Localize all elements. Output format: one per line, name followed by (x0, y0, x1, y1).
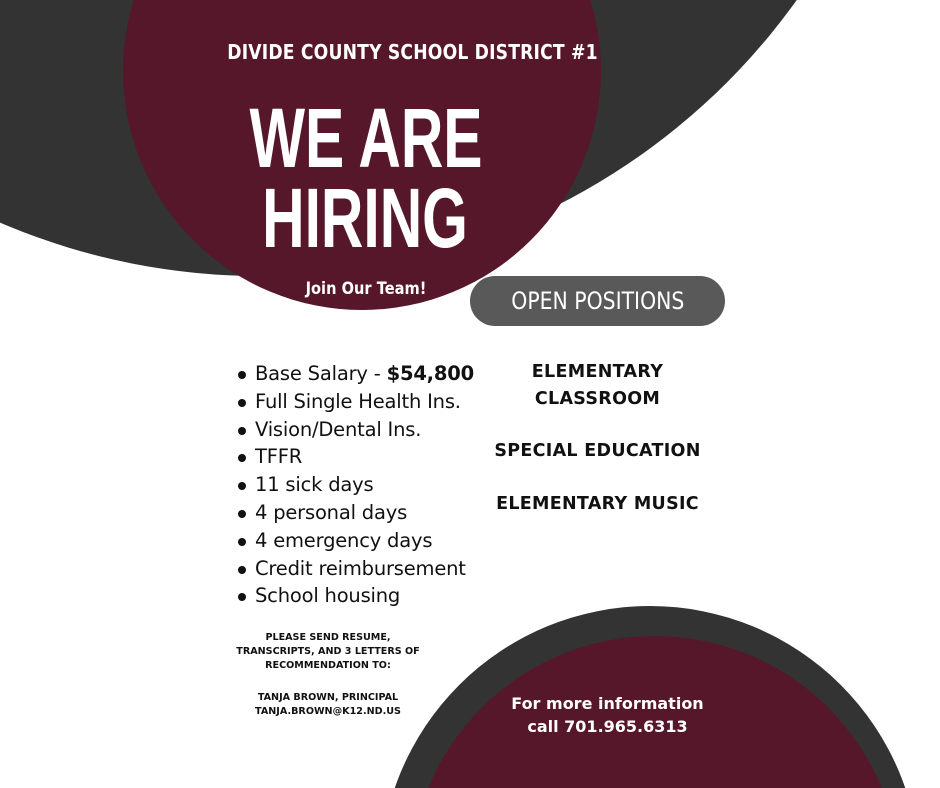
benefit-item (234, 527, 474, 555)
district-name: DIVIDE COUNTY SCHOOL DISTRICT #1 (227, 40, 598, 64)
benefit-item (234, 443, 474, 471)
position-line: ELEMENTARY MUSIC (496, 494, 699, 514)
benefit-text: TFFR (255, 445, 303, 469)
instructions-line: RECOMMENDATION TO: (265, 660, 391, 671)
contact-block (218, 691, 438, 719)
contact-email: TANJA.BROWN@K12.ND.US (255, 706, 401, 717)
position-line: ELEMENTARY (531, 362, 664, 382)
info-line: For more information (511, 694, 704, 713)
benefit-text: Credit reimbursement (255, 556, 466, 580)
benefit-item (234, 555, 474, 583)
salary-label: Base Salary - (255, 362, 387, 385)
more-info (490, 692, 725, 738)
benefit-item (234, 416, 474, 444)
headline (249, 91, 483, 265)
benefit-item-salary (234, 360, 474, 388)
open-positions-badge (470, 276, 725, 326)
headline-line-1: WE ARE (249, 91, 483, 185)
benefit-text: Full Single Health Ins. (255, 389, 461, 413)
benefits-list (234, 360, 474, 610)
instructions-line: PLEASE SEND RESUME, (265, 632, 391, 643)
open-positions-label: OPEN POSITIONS (510, 287, 685, 315)
position-special-education (470, 438, 725, 465)
benefit-item (234, 499, 474, 527)
benefit-item (234, 582, 474, 610)
application-instructions (218, 631, 438, 673)
phone-number: call 701.965.6313 (527, 717, 688, 736)
benefit-text: 4 emergency days (255, 528, 433, 552)
position-line: CLASSROOM (534, 389, 661, 409)
salary-amount: $54,800 (386, 362, 474, 385)
position-line: SPECIAL EDUCATION (494, 441, 701, 461)
benefit-text: 11 sick days (255, 473, 374, 497)
position-elementary-music (470, 491, 725, 518)
benefit-item (234, 388, 474, 416)
position-elementary-classroom (470, 359, 725, 413)
benefit-text: 4 personal days (255, 500, 408, 524)
instructions-line: TRANSCRIPTS, AND 3 LETTERS OF (236, 646, 420, 657)
contact-name: TANJA BROWN, PRINCIPAL (257, 692, 399, 703)
headline-line-2: HIRING (262, 171, 468, 265)
benefit-item (234, 471, 474, 499)
benefit-text: School housing (255, 584, 401, 608)
tagline: Join Our Team! (305, 279, 427, 299)
benefit-text: Vision/Dental Ins. (255, 417, 422, 441)
